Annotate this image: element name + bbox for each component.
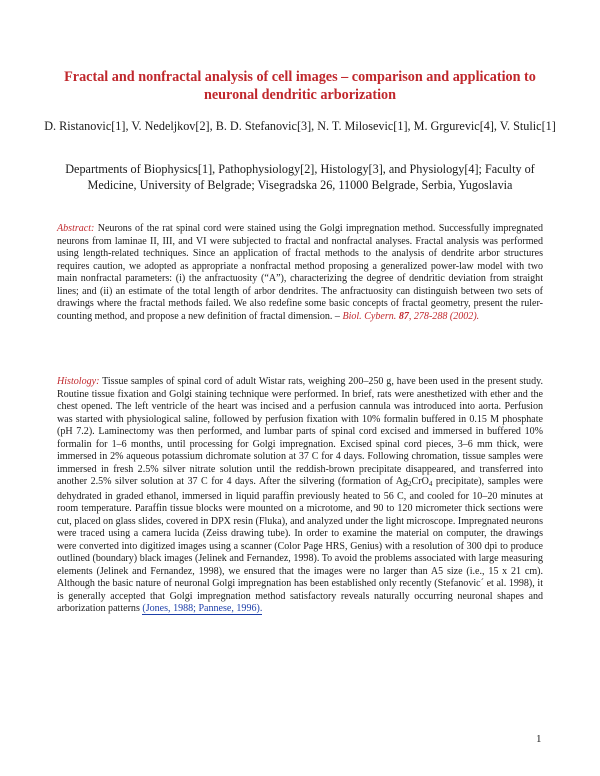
author-list: D. Ristanovic[1], V. Nedeljkov[2], B. D. Stefanovic[3], N. T. Milosevic[1], M. Grgurevic[4], V. Stulic[1]: [44, 119, 556, 133]
abstract-text: Neurons of the rat spinal cord were stained using the Golgi impregnation method. Successfully impregnated neurons from laminae II, III, and VI were subjected to fractal and nonfractal analyses. Fractal analysis was performed using length-related techniques. Since an application of fractal methods to the analysis of dendrite arbor structures requires caution, we adopted as appropriate a nonfractal method proposing a generalized power-law model with two main nonfractal parameters: (i) the anfractuosity (“A”), characterizing the degree of dendritic deviation from straight lines; and (ii) an estimate of the total length of arbor dendrites. The anfractuosity can distinguish between two sets of drawings where the fractal methods failed. We also redefine some basic concepts of fractal geometry, present the ruler-counting method, and propose a new definition of fractal dimension. –: [57, 223, 544, 322]
histology-text-3: precipitate), samples were dehydrated in graded ethanol, immersed in liquid paraffin previously heated to 56 C, and cooled for 10–20 minutes at room temperature. Paraffin tissue blocks were mounted on a microtome, and 90 to 120 micrometer thick sections were cut, placed on glass slides, covered in DPX resin (Fluka), and analyzed under the light microscope. Impregnated neurons were traced using a camera lucida (Zeiss drawing tube). In order to examine the material on computer, the drawings were converted into digitized images using a scanner (Color Page HRS, Genius) with a resolution of 300 dpi to produce outlined (boundary) black images (Jelinek and Fernandez, 1998). To avoid the problems associated with large measuring elements (Jelinek and Fernandez, 1998), we ensured that the images were no larger than A5 size (i.e., 15 x 21 cm). Although the basic nature of neuronal Golgi impregnation has been established only recently (Stefanovic´ et al. 1998), it is generally accepted that Golgi impregnation method satisfactory reveals naturally occurring neuronal shapes and arborization patterns: [57, 476, 543, 614]
citation-journal: Biol. Cybern.: [342, 310, 397, 322]
histology-subscript-1: 2: [408, 480, 412, 488]
citation-volume: 87: [398, 310, 409, 322]
reference-link[interactable]: (Jones, 1988; Pannese, 1996).: [142, 603, 263, 614]
histology-label: Histology:: [57, 376, 100, 387]
histology-text-1: Tissue samples of spinal cord of adult Wistar rats, weighing 200–250 g, have been used in the present study. Routine tissue fixation and Golgi staining technique were performed. In brief, rats were anesthetized with ether and the chest opened. The left ventricle of the heart was incised and a perfusion cannula was introduced into aorta. Perfusion was started with physiological saline, followed by perfusion fixation with 10% formalin buffered in 0.15 M phosphate (pH 7.2). Laminectomy was then performed, and lumbar parts of spinal cord excised and immersed in buffered 10% formalin for 1–6 months, until processing for Golgi impregnation. Excised spinal cord pieces, 3–6 mm thick, were immersed in 2% aqueous potassium dichromate solution at 37 C for 4 days. Following chromation, tissue samples were immersed in fresh 2.5% silver nitrate solution until the reddish-brown precipitate disappeared, and transferred into another 2.5% silver solution at 37 C for 4 days. After the silvering (formation of Ag: [57, 376, 543, 487]
paper-title: Fractal and nonfractal analysis of cell images – comparison and application to neuronal dendritic arborization: [64, 69, 536, 103]
page-number: 1: [536, 733, 542, 745]
histology-text-2: CrO: [411, 476, 429, 487]
histology-subscript-2: 4: [428, 480, 433, 488]
affiliations: Departments of Biophysics[1], Pathophysiology[2], Histology[3], and Physiology[4]; Faculty of Medicine, University of Belgrade; Visegradska 26, 11000 Belgrade, Serbia, Yugoslavia: [65, 162, 535, 192]
citation-pages: , 278-288 (2002).: [408, 310, 480, 322]
abstract-paragraph: [57, 223, 543, 323]
abstract-label: Abstract:: [57, 223, 95, 234]
histology-paragraph: [57, 376, 543, 616]
